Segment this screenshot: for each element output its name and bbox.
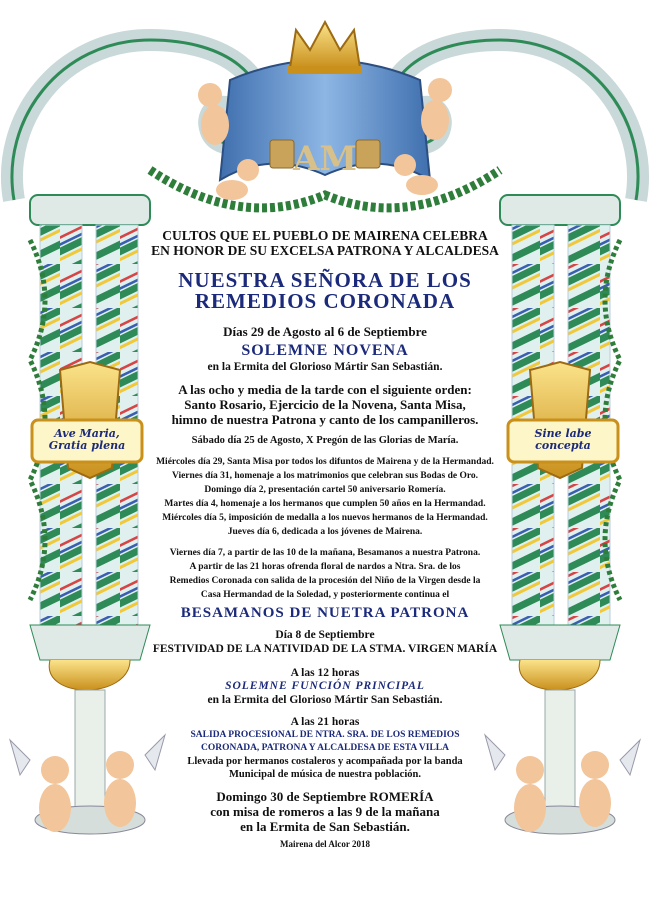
besamanos-line: A partir de las 21 horas ofrenda floral de nardos a Ntra. Sra. de los (189, 562, 461, 572)
day-item: Domingo día 2, presentación cartel 50 aniversario Romería. (204, 485, 446, 495)
procesion-time: A las 21 horas (290, 716, 360, 728)
page-title (118, 270, 532, 312)
romeria (118, 789, 532, 834)
funcion-time: A las 12 horas (290, 667, 360, 679)
title-line: NUESTRA SEÑORA DE LOS (178, 268, 472, 292)
title-line: REMEDIOS CORONADA (194, 289, 456, 313)
footer: Mairena del Alcor 2018 (280, 839, 370, 849)
left-capital (30, 195, 150, 225)
header (118, 228, 532, 258)
procesion-heading (118, 729, 532, 755)
procesion-heading-line: CORONADA, PATRONA Y ALCALDESA DE ESTA VILLA (200, 743, 449, 753)
banner-right-line: Sine labe (534, 427, 592, 440)
novena-heading: SOLEMNE NOVENA (241, 342, 409, 359)
besamanos-line: Remedios Coronada con salida de la procesión del Niño de la Virgen desde la (169, 576, 481, 586)
day-item: Martes día 4, homenaje a los hermanos que cumplen 50 años en la Hermandad. (164, 499, 486, 509)
svg-text:AM: AM (292, 139, 358, 179)
schedule-line: Santo Rosario, Ejercicio de la Novena, Santa Misa, (184, 397, 466, 412)
day-item: Miércoles día 29, Santa Misa por todos los difuntos de Mairena y de la Hermandad. (156, 457, 494, 467)
funcion-heading: SOLEMNE FUNCIÓN PRINCIPAL (225, 680, 425, 692)
banner-left-line: Ave Maria, (54, 427, 120, 440)
days-list (118, 455, 532, 539)
besamanos-text (118, 546, 532, 602)
right-capital (500, 195, 620, 225)
day-item: Viernes día 31, homenaje a los matrimonios que celebran sus Bodas de Oro. (171, 471, 479, 481)
schedule-line: himno de nuestra Patrona y canto de los campanilleros. (171, 412, 479, 427)
crown (288, 22, 362, 74)
besamanos-line: Casa Hermandad de la Soledad, y posteriormente continua el (200, 590, 450, 600)
schedule (118, 382, 532, 427)
banner-left-line: Gratia plena (48, 439, 126, 452)
header-line: CULTOS QUE EL PUEBLO DE MAIRENA CELEBRA (162, 228, 488, 243)
procesion-heading-line: SALIDA PROCESIONAL DE NTRA. SRA. DE LOS REMEDIOS (190, 730, 460, 740)
feast-date: Día 8 de Septiembre (275, 629, 375, 641)
funcion-place: en la Ermita del Glorioso Mártir San Sebastián. (207, 694, 443, 706)
procesion-details (118, 755, 532, 781)
novena-dates: Días 29 de Agosto al 6 de Septiembre (223, 324, 427, 339)
novena-place: en la Ermita del Glorioso Mártir San Sebastián. (207, 361, 443, 373)
announcement (118, 228, 532, 851)
banner-right-line: concepta (535, 439, 591, 452)
besamanos-heading: BESAMANOS DE NUETRA PATRONA (180, 605, 470, 621)
feast-name: FESTIVIDAD DE LA NATIVIDAD DE LA STMA. VIRGEN MARÍA (152, 643, 498, 655)
romeria-line: Domingo 30 de Septiembre ROMERÍA (216, 789, 434, 804)
day-item: Miércoles día 5, imposición de medalla a los nuevos hermanos de la Hermandad. (162, 513, 488, 523)
procesion-detail-line: Llevada por hermanos costaleros y acompañada por la banda (187, 756, 463, 767)
romeria-line: en la Ermita de San Sebastián. (240, 819, 410, 834)
besamanos-line: Viernes día 7, a partir de las 10 de la mañana, Besamanos a nuestra Patrona. (169, 548, 481, 558)
pregon: Sábado día 25 de Agosto, X Pregón de las Glorias de María. (191, 435, 459, 446)
day-item: Jueves día 6, dedicada a los jóvenes de Mairena. (227, 527, 423, 537)
schedule-line: A las ocho y media de la tarde con el siguiente orden: (178, 382, 472, 397)
header-line: EN HONOR DE SU EXCELSA PATRONA Y ALCALDESA (151, 243, 499, 258)
romeria-line: con misa de romeros a las 9 de la mañana (210, 804, 440, 819)
procesion-detail-line: Municipal de música de nuestra población. (229, 769, 421, 780)
